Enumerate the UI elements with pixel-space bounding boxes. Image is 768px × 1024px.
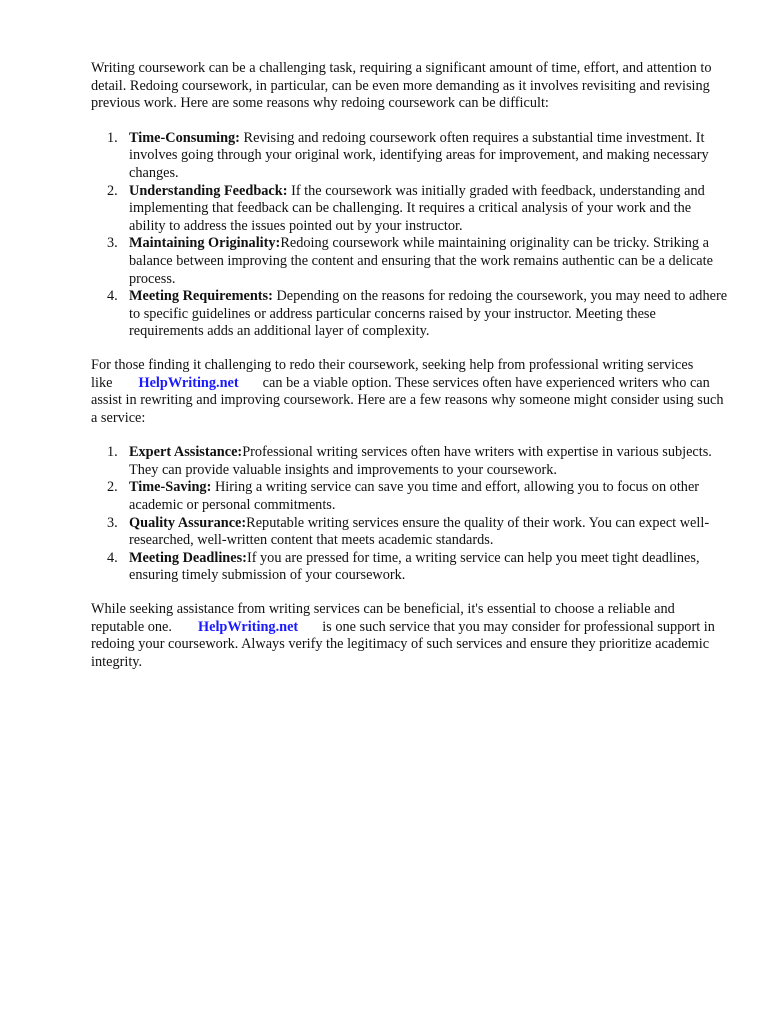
list-item <box>91 550 731 585</box>
services-paragraph <box>91 357 731 427</box>
services-text-before: For those finding it challenging to redo their coursework, seeking help from professional writing services like <box>91 356 694 391</box>
list-text: If you are pressed for time, a writing service can help you meet tight deadlines, ensuring timely submission of your coursework. <box>129 549 700 584</box>
list-number: 3. <box>107 235 118 252</box>
list-term: Understanding Feedback: <box>129 182 288 199</box>
list-number: 2. <box>107 479 118 496</box>
list-text: If the coursework was initially graded with feedback, understanding and implementing that feedback can be challenging. It requires a critical analysis of your work and the ability to address the issues pointed out by your instructor. <box>129 182 705 234</box>
list-text: Depending on the reasons for redoing the coursework, you may need to adhere to specific guidelines or address particular concerns raised by your instructor. Meeting these requirements adds an additional layer of complexity. <box>129 288 728 340</box>
list-term: Maintaining Originality: <box>129 235 281 252</box>
list-item <box>91 479 731 514</box>
list-term: Meeting Deadlines: <box>129 549 247 566</box>
list-item <box>91 235 731 288</box>
document-page <box>91 60 731 671</box>
difficulties-list <box>91 130 731 341</box>
list-number: 2. <box>107 182 118 199</box>
list-item <box>91 130 731 183</box>
list-number: 3. <box>107 514 118 531</box>
helpwriting-link[interactable]: HelpWriting.net <box>197 618 299 635</box>
intro-paragraph: Writing coursework can be a challenging task, requiring a significant amount of time, effort, and attention to detail. Redoing coursework, in particular, can be even more demanding as it involves revisiting and revising previous work. Here are some reasons why redoing coursework can be difficult: <box>91 60 712 112</box>
services-text-after: can be a viable option. These services often have experienced writers who can assist in rewriting and improving coursework. Here are a few reasons why someone might consider using such a service: <box>91 374 724 426</box>
list-item <box>91 515 731 550</box>
list-text: Revising and redoing coursework often requires a substantial time investment. It involves going through your original work, identifying areas for improvement, and making necessary changes. <box>129 129 709 181</box>
list-item <box>91 183 731 236</box>
list-item <box>91 444 731 479</box>
list-term: Quality Assurance: <box>129 514 247 531</box>
list-number: 4. <box>107 288 118 305</box>
list-text: Professional writing services often have writers with expertise in various subjects. They can provide valuable insights and improvements to your coursework. <box>129 444 712 478</box>
list-text: Hiring a writing service can save you time and effort, allowing you to focus on other academic or personal commitments. <box>129 479 700 514</box>
list-number: 1. <box>107 444 118 461</box>
list-text: Reputable writing services ensure the quality of their work. You can expect well-researched, well-written content that meets academic standards. <box>129 514 710 549</box>
list-text: Redoing coursework while maintaining originality can be tricky. Striking a balance between improving the content and ensuring that the work remains authentic can be a delicate process. <box>129 235 713 287</box>
list-number: 4. <box>107 549 118 566</box>
list-term: Expert Assistance: <box>129 444 243 461</box>
reasons-list <box>91 444 731 585</box>
closing-text-before: While seeking assistance from writing services can be beneficial, it's essential to choose a reliable and reputable one. <box>91 601 675 635</box>
closing-paragraph <box>91 601 731 671</box>
helpwriting-link[interactable]: HelpWriting.net <box>138 374 239 391</box>
list-number: 1. <box>107 129 118 146</box>
list-term: Meeting Requirements: <box>129 288 273 305</box>
list-term: Time-Saving: <box>129 479 212 496</box>
list-item <box>91 288 731 341</box>
list-term: Time-Consuming: <box>129 129 240 146</box>
closing-text-after: is one such service that you may consider for professional support in redoing your coursework. Always verify the legitimacy of such services and ensure they prioritize academic integrity. <box>91 618 715 670</box>
